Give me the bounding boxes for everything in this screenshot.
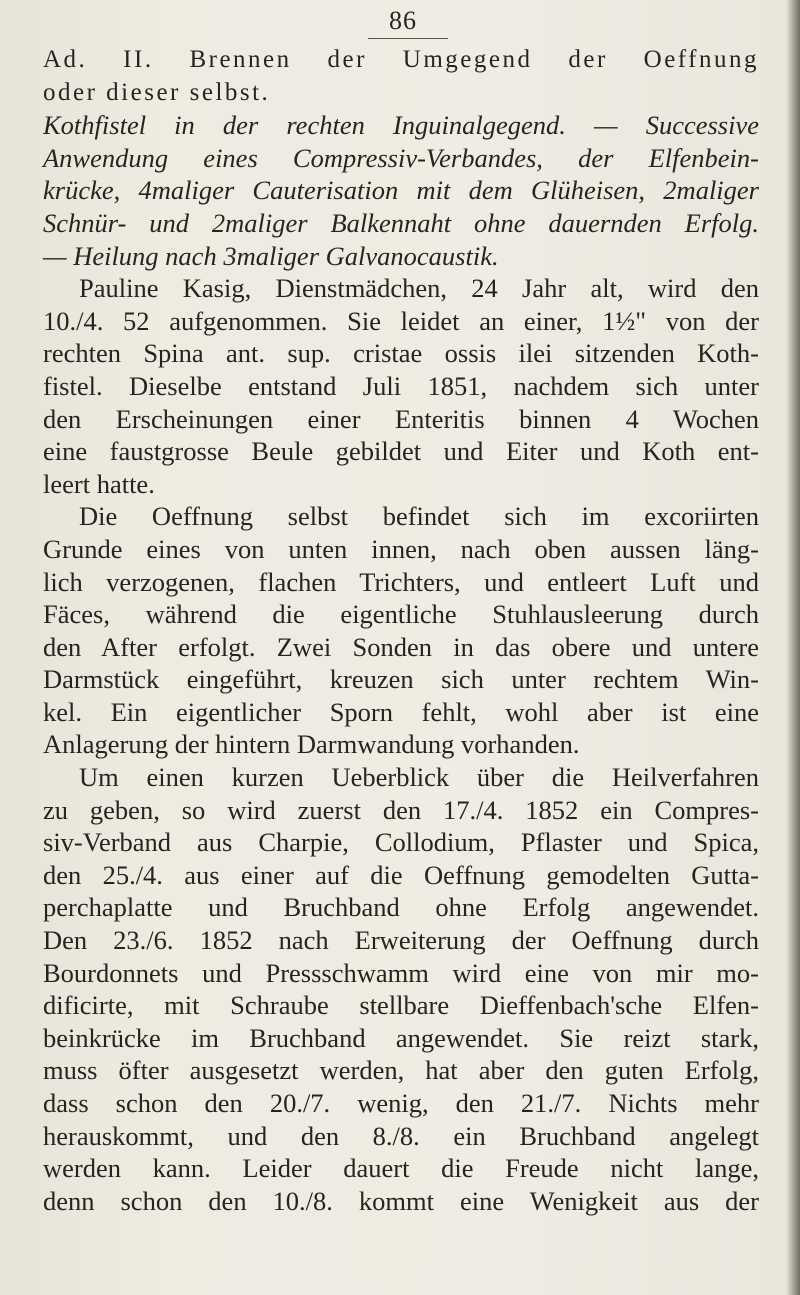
text-line: eine faustgrosse Beule gebildet und Eiter und Koth ent- [43, 436, 759, 467]
text-line: siv-Verband aus Charpie, Collodium, Pflaster und Spica, [43, 827, 759, 858]
page-edge-shadow [786, 0, 800, 1295]
text-line: Anwendung eines Compressiv-Verbandes, der Elfenbein- [43, 142, 759, 173]
text-line: Kothfistel in der rechten Inguinalgegend. — Successive [43, 110, 759, 141]
text-line: 10./4. 52 aufgenommen. Sie leidet an einer, 1½" von der [43, 305, 759, 336]
text-line: Um einen kurzen Ueberblick über die Heilverfahren [79, 762, 759, 793]
text-line: Bourdonnets und Pressschwamm wird eine von mir mo- [43, 957, 759, 988]
page-number-rule [368, 38, 448, 39]
text-line: werden kann. Leider dauert die Freude nicht lange, [43, 1153, 759, 1184]
text-line: dass schon den 20./7. wenig, den 21./7. Nichts mehr [43, 1088, 759, 1118]
text-line: herauskommt, und den 8./8. ein Bruchband angelegt [43, 1120, 759, 1151]
text-line: perchaplatte und Bruchband ohne Erfolg angewendet. [43, 892, 759, 923]
text-line: muss öfter ausgesetzt werden, hat aber den guten Erfolg, [43, 1055, 759, 1086]
text-line: Schnür- und 2maliger Balkennaht ohne dauernden Erfolg. [43, 207, 759, 238]
text-line: Anlagerung der hintern Darmwandung vorhanden. [43, 729, 580, 760]
text-line: den Erscheinungen einer Enteritis binnen 4 Wochen [43, 403, 759, 434]
text-line: Ad. II. Brennen der Umgegend der Oeffnung [43, 46, 759, 73]
text-line: rechten Spina ant. sup. cristae ossis ilei sitzenden Koth- [43, 338, 759, 369]
text-line: Grunde eines von unten innen, nach oben aussen läng- [43, 533, 759, 564]
text-line: — Heilung nach 3maliger Galvanocaustik. [43, 240, 499, 271]
text-line: Die Oeffnung selbst befindet sich im excoriirten [79, 501, 759, 532]
text-line: Pauline Kasig, Dienstmädchen, 24 Jahr alt, wird den [79, 273, 759, 304]
body-text [43, 44, 759, 1217]
text-line: dificirte, mit Schraube stellbare Dieffenbach'sche Elfen- [43, 990, 759, 1021]
text-line: oder dieser selbst. [43, 78, 271, 106]
text-line: fistel. Dieselbe entstand Juli 1851, nachdem sich unter [43, 370, 759, 401]
text-line: kel. Ein eigentlicher Sporn fehlt, wohl aber ist eine [43, 696, 759, 727]
text-line: zu geben, so wird zuerst den 17./4. 1852 ein Compres- [43, 794, 759, 825]
text-line: Fäces, während die eigentliche Stuhlausleerung durch [43, 599, 759, 630]
text-line: leert hatte. [43, 468, 155, 499]
text-line: den After erfolgt. Zwei Sonden in das obere und untere [43, 631, 759, 662]
text-line: krücke, 4maliger Cauterisation mit dem Glüheisen, 2maliger [43, 175, 759, 206]
text-line: Darmstück eingeführt, kreuzen sich unter rechtem Win- [43, 664, 759, 695]
text-line: denn schon den 10./8. kommt eine Wenigkeit aus der [43, 1185, 759, 1216]
page-number: 86 [389, 6, 417, 35]
text-line: beinkrücke im Bruchband angewendet. Sie reizt stark, [43, 1022, 759, 1053]
text-line: lich verzogenen, flachen Trichters, und entleert Luft und [43, 566, 759, 597]
text-line: Den 23./6. 1852 nach Erweiterung der Oeffnung durch [43, 925, 759, 956]
text-line: den 25./4. aus einer auf die Oeffnung gemodelten Gutta- [43, 859, 759, 890]
